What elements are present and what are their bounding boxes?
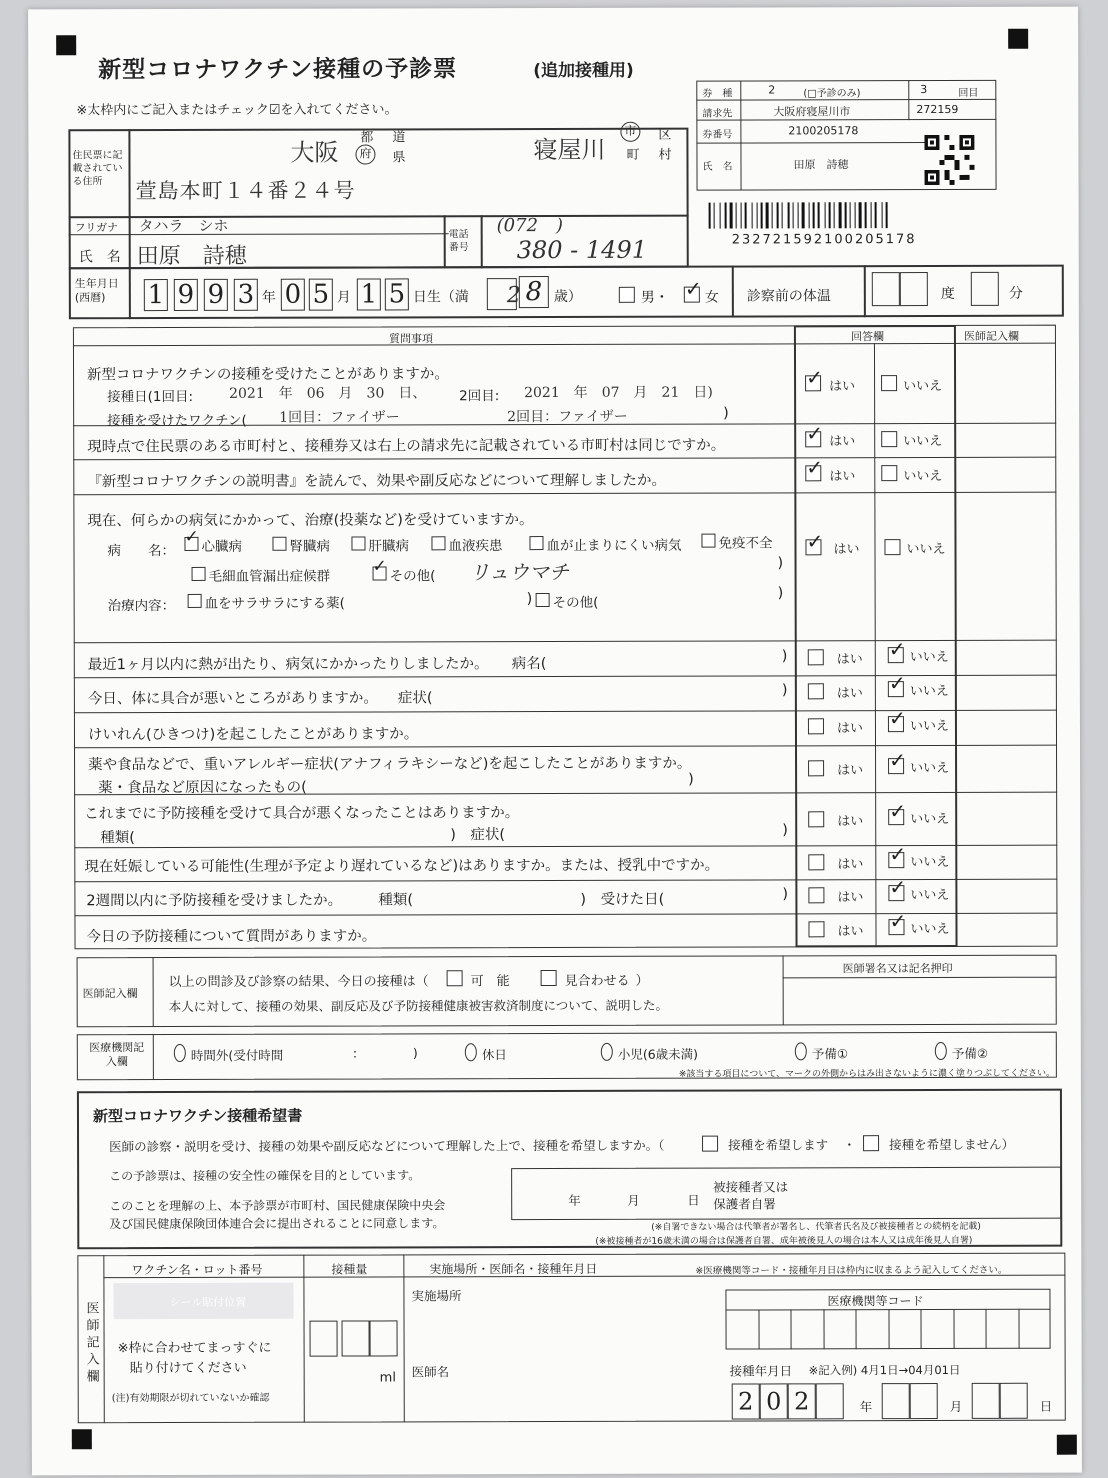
ticket-dose-suffix: 回目 <box>958 87 979 99</box>
barcode-bar <box>865 202 867 228</box>
phone-number: 380 - 1491 <box>516 235 648 265</box>
code-cell-divider <box>985 1309 986 1349</box>
treatment-blood-thinner-checkbox[interactable] <box>188 594 202 608</box>
birth-day-unit: 日生（満 <box>412 289 469 306</box>
col-question-header: 質問事項 <box>388 332 433 346</box>
code-cell-divider <box>823 1309 824 1349</box>
after-hours-colon: : <box>352 1045 358 1061</box>
disease-liver-checkbox[interactable] <box>351 536 365 550</box>
consent-separator: ・ <box>843 1137 856 1153</box>
birth-digit-2: 9 <box>174 279 198 311</box>
q11-yes-label: はい <box>837 890 864 906</box>
col-doctor-header: 医師記入欄 <box>963 329 1019 343</box>
child-label: 小児(6歳未満) <box>617 1046 699 1062</box>
registration-mark-top-right <box>1008 29 1028 49</box>
vac-year-unit: 年 <box>859 1399 873 1415</box>
consent-sign-line2: 保護者自署 <box>713 1196 776 1212</box>
registration-mark-bottom-left <box>72 1429 92 1449</box>
doctor-name-label: 医師名 <box>411 1364 450 1380</box>
barcode-bar <box>855 202 856 228</box>
vac-month-box-2[interactable] <box>910 1383 938 1419</box>
consent-yes-checkbox[interactable] <box>702 1136 718 1152</box>
disease-other-value: リュウマチ <box>469 559 569 585</box>
institution-code-cells <box>725 1309 1050 1350</box>
q8-yes-label: はい <box>837 763 864 779</box>
barcode-number: 232721592100205178 <box>731 232 917 248</box>
barcode-bar <box>882 202 883 228</box>
place-label: 実施場所 <box>411 1288 462 1304</box>
vac-month-unit: 月 <box>949 1398 963 1414</box>
q10-yes-checkbox[interactable] <box>808 854 824 870</box>
doctor-line1-close: ） <box>635 973 649 989</box>
q8-no-check-icon: ✓ <box>889 748 906 773</box>
q2-yes-label: はい <box>829 434 856 450</box>
sticker-note-2: 貼り付けてください <box>129 1360 247 1377</box>
barcode-bar <box>757 202 758 228</box>
furigana-label: フリガナ <box>74 221 119 235</box>
pref-suffix-to: 都 <box>360 130 374 146</box>
col-vaccine-lot: ワクチン名・ロット番号 <box>131 1262 263 1278</box>
address-city: 寝屋川 <box>533 135 606 165</box>
institution-code-label: 医療機関等コード <box>827 1294 924 1309</box>
address-label: 住民票に記載されている住所 <box>72 150 123 188</box>
fill-instruction: ※太枠内にご記入またはチェック☑を入れてください。 <box>76 102 398 119</box>
code-cell-divider <box>758 1309 759 1349</box>
q7-no-label: いいえ <box>909 718 949 735</box>
address-prefecture: 大阪 <box>290 138 339 167</box>
barcode-bar <box>730 203 733 229</box>
q12-yes-checkbox[interactable] <box>808 921 824 937</box>
disease-blood-label: 血液疾患 <box>448 538 503 555</box>
temp-label: 診察前の体温 <box>746 288 831 305</box>
vac-day-box-2[interactable] <box>1000 1383 1028 1419</box>
code-cell-divider <box>953 1309 954 1349</box>
treatment-other-label: その他( <box>552 594 599 612</box>
dose-unit: ml <box>379 1370 396 1386</box>
q4-yes-check-icon: ✓ <box>806 529 824 554</box>
vac-day-box-1[interactable] <box>972 1383 1000 1419</box>
vaccine-questionnaire-sheet <box>28 7 1082 1476</box>
barcode-bar <box>813 202 815 228</box>
reserve2-oval[interactable] <box>935 1042 947 1060</box>
city-suffix-mura: 村 <box>658 147 672 163</box>
q9-sub1: 種類( <box>100 830 135 847</box>
disease-immune-checkbox[interactable] <box>701 534 715 548</box>
q3-no-checkbox[interactable] <box>881 465 897 481</box>
doctor-possible-label: 可 能 <box>470 974 510 990</box>
barcode-bar <box>798 202 799 228</box>
q4-text: 現在、何らかの病気にかかって、治療(投薬など)を受けていますか。 <box>87 512 534 530</box>
q6-no-check-icon: ✓ <box>888 671 906 696</box>
disease-bleeding-label: 血が止まりにくい病気 <box>546 537 682 555</box>
q1-vaccine-suffix: ) <box>723 405 729 422</box>
q1-yes-label: はい <box>829 379 856 395</box>
q1-no-checkbox[interactable] <box>881 375 897 391</box>
q11-text: 2週間以内に予防接種を受けましたか。 <box>86 892 343 910</box>
qr-code-icon <box>924 135 974 185</box>
temp-box-1[interactable] <box>872 272 900 306</box>
reserve1-label: 予備① <box>811 1046 849 1062</box>
disease-kidney-label: 腎臓病 <box>289 538 331 555</box>
disease-blood-checkbox[interactable] <box>431 536 445 550</box>
q1-vaccine-prefix: 接種を受けたワクチン( <box>107 412 247 430</box>
q1-date-2: 2021 年 07 月 21 日) <box>524 384 713 402</box>
vac-year-digit-2: 0 <box>760 1383 788 1419</box>
ticket-dose-value: 3 <box>920 83 928 97</box>
col-place: 実施場所・医師名・接種年月日 <box>429 1261 598 1277</box>
disease-heart-label: 心臓病 <box>201 538 243 555</box>
q1-vaccine-2: 2回目：ファイザー <box>507 408 628 426</box>
sticker-label: シール貼付位置 <box>169 1295 247 1310</box>
form-subtitle: (追加接種用) <box>533 60 634 82</box>
child-oval[interactable] <box>601 1043 613 1061</box>
q3-text: 『新型コロナワクチンの説明書』を読んで、効果や副反応などについて理解しましたか。 <box>87 472 667 491</box>
q9-yes-label: はい <box>837 814 864 830</box>
barcode-bar <box>752 202 753 228</box>
doctor-postpone-label: 見合わせる <box>564 973 630 989</box>
institution-note: ※該当する項目について、マークの外側からはみ出さないように濃く塗りつぶしてください。 <box>678 1068 1056 1080</box>
birth-digit-7: 1 <box>357 278 381 310</box>
barcode-bar <box>886 202 888 228</box>
q2-yes-check-icon: ✓ <box>806 421 823 446</box>
barcode-bar <box>818 202 820 228</box>
disease-heart-check-icon: ✓ <box>184 526 199 547</box>
q12-no-check-icon: ✓ <box>889 909 907 934</box>
birth-year-unit: 年 <box>261 289 276 306</box>
disease-capillary-checkbox[interactable] <box>192 567 206 581</box>
disease-bleeding-checkbox[interactable] <box>529 536 543 550</box>
birth-month-unit: 月 <box>336 289 351 306</box>
holiday-oval[interactable] <box>465 1043 477 1061</box>
q5-yes-label: はい <box>836 652 863 668</box>
treatment-blood-thinner-close: ) <box>526 591 533 608</box>
age-handwritten-digit: 2 <box>506 283 521 309</box>
disease-immune-label: 免疫不全 <box>718 535 773 552</box>
consent-title: 新型コロナワクチン接種希望書 <box>92 1106 303 1126</box>
q7-text: けいれん(ひきつけ)を起こしたことがありますか。 <box>87 726 419 744</box>
barcode-bar <box>825 202 826 228</box>
disease-liver-label: 肝臓病 <box>368 538 410 555</box>
q7-yes-label: はい <box>836 721 864 737</box>
q7-no-check-icon: ✓ <box>888 706 906 731</box>
disease-other-close: ) <box>777 555 784 572</box>
barcode-bar <box>875 202 877 228</box>
consent-no-label: 接種を希望しません） <box>889 1136 1015 1153</box>
pref-suffix-fu-circled: 府 <box>355 144 375 164</box>
male-checkbox[interactable] <box>619 287 635 303</box>
treatment-other-close: ) <box>777 585 784 602</box>
barcode-bar <box>714 203 715 229</box>
disease-kidney-checkbox[interactable] <box>272 537 286 551</box>
birth-digit-4: 3 <box>234 279 258 311</box>
q6-yes-checkbox[interactable] <box>808 683 824 699</box>
dose-box-2[interactable] <box>342 1320 370 1356</box>
dose-box-1[interactable] <box>310 1321 338 1357</box>
vac-year-digit-1: 2 <box>732 1383 760 1419</box>
q3-yes-check-icon: ✓ <box>806 455 824 480</box>
q11-yes-checkbox[interactable] <box>808 887 824 903</box>
q8-sub: 薬・食品など原因になったもの( <box>98 779 307 797</box>
age-unit: 歳） <box>553 288 582 306</box>
temp-unit: 度 <box>940 285 955 302</box>
consent-note2: (※被接種者が16歳未満の場合は保護者自署、成年被後見人の場合は本人又は成年後見人自署) <box>595 1235 973 1247</box>
q11-no-check-icon: ✓ <box>889 875 907 900</box>
treatment-other-checkbox[interactable] <box>536 593 550 607</box>
barcode-icon <box>709 202 989 229</box>
claim-code: 272159 <box>916 102 959 117</box>
temp-box-2[interactable] <box>900 272 928 306</box>
consent-line1: 医師の診察・説明を受け、接種の効果や副反応などについて理解した上で、接種を希望しますか。（ <box>109 1137 665 1155</box>
code-cell-divider <box>1018 1309 1019 1349</box>
q5-no-check-icon: ✓ <box>888 637 906 662</box>
doctor-section-label: 医師記入欄 <box>82 987 138 1001</box>
doctor-possible-checkbox[interactable] <box>447 970 463 986</box>
q4-no-checkbox[interactable] <box>884 539 900 555</box>
q10-yes-label: はい <box>837 857 864 873</box>
barcode-bar <box>859 202 862 228</box>
ticket-type-value: 2 <box>768 83 776 97</box>
barcode-bar <box>788 202 790 228</box>
temp-box-3[interactable] <box>971 272 999 306</box>
q12-no-label: いいえ <box>910 921 950 938</box>
pref-suffix-do: 道 <box>392 130 406 146</box>
dose-box-3[interactable] <box>370 1320 398 1356</box>
q8-close: ) <box>688 771 694 788</box>
q2-text: 現時点で住民票のある市町村と、接種券又は右上の請求先に記載されている市町村は同じですか。 <box>87 437 726 456</box>
barcode-bar <box>766 202 769 228</box>
age-digit-2: 8 <box>519 276 549 308</box>
ticket-type-note: (□予診のみ) <box>803 88 861 100</box>
birth-label: 生年月日(西暦) <box>74 277 119 305</box>
q11-sub2: ) 受けた日( <box>580 891 665 908</box>
q6-no-label: いいえ <box>909 683 949 700</box>
q4-no-label: いいえ <box>906 541 946 558</box>
birth-digit-8: 5 <box>385 278 409 310</box>
q10-no-label: いいえ <box>910 854 950 871</box>
q1-vaccine-1: 1回目：ファイザー <box>279 409 400 426</box>
consent-date-month: 月 <box>627 1192 640 1208</box>
address-street: 萱島本町１４番２４号 <box>135 178 356 204</box>
treatment-blood-thinner-label: 血をサラサラにする薬( <box>204 595 345 612</box>
q8-text: 薬や食品などで、重いアレルギー症状(アナフィラキシーなど)を起こしたことがありますか。 <box>88 755 692 774</box>
q9-no-label: いいえ <box>910 811 950 828</box>
ticket-name-label: 氏 名 <box>702 161 733 173</box>
consent-line2: この予診票は、接種の安全性の確保を目的としています。 <box>109 1168 421 1184</box>
consent-line4: 及び国民健康保険団体連合会に提出されることに同意します。 <box>109 1216 445 1232</box>
vaccination-date-example: ※記入例) 4月1日→04月01日 <box>808 1362 961 1378</box>
barcode-bar <box>741 203 742 229</box>
consent-yes-label: 接種を希望します <box>728 1137 829 1153</box>
doctor-postpone-checkbox[interactable] <box>541 970 557 986</box>
vac-month-box-1[interactable] <box>882 1383 910 1419</box>
ticket-type-label: 券 種 <box>702 88 733 100</box>
vac-year-digit-4[interactable] <box>816 1383 844 1419</box>
q11-close: ) <box>782 886 789 903</box>
disease-other-check-icon: ✓ <box>372 556 387 577</box>
q8-yes-checkbox[interactable] <box>808 760 824 776</box>
treatment-label: 治療内容： <box>107 597 176 615</box>
col-note: ※医療機関等コード・接種年月日は枠内に収まるよう記入してください。 <box>695 1264 1008 1277</box>
q5-yes-checkbox[interactable] <box>808 649 824 665</box>
barcode-bar <box>829 202 831 228</box>
female-label: 女 <box>704 289 719 306</box>
q3-yes-label: はい <box>829 469 856 485</box>
q6-yes-label: はい <box>836 686 863 702</box>
barcode-bar <box>720 203 721 229</box>
barcode-bar <box>777 202 779 228</box>
q10-no-check-icon: ✓ <box>889 842 907 867</box>
q1-yes-check-icon: ✓ <box>806 365 823 390</box>
barcode-bar <box>761 202 763 228</box>
q2-no-label: いいえ <box>903 433 943 450</box>
city-suffix-machi: 町 <box>626 147 640 163</box>
q7-yes-checkbox[interactable] <box>808 718 824 734</box>
registration-mark-bottom-right <box>1057 1435 1077 1455</box>
consent-date-year: 年 <box>568 1192 581 1208</box>
male-label: 男・ <box>640 289 669 306</box>
col-dose: 接種量 <box>331 1262 368 1277</box>
furigana-value: タハラ シホ <box>138 216 229 236</box>
holiday-label: 休日 <box>481 1047 507 1063</box>
code-cell-divider <box>855 1309 856 1349</box>
birth-digit-1: 1 <box>144 279 168 311</box>
city-suffix-shi-circled: 市 <box>620 122 640 142</box>
barcode-bar <box>802 202 805 228</box>
female-check-icon: ✓ <box>684 276 702 301</box>
sticker-note-1: ※枠に合わせてまっすぐに <box>117 1340 272 1357</box>
barcode-bar <box>709 203 711 229</box>
name-value: 田原 詩穂 <box>136 243 247 270</box>
institution-label: 医療機関記入欄 <box>89 1041 145 1069</box>
code-cell-divider <box>790 1309 791 1349</box>
q9-text: これまでに予防接種を受けて具合が悪くなったことはありますか。 <box>84 805 520 823</box>
after-hours-close: ) <box>412 1045 418 1061</box>
after-hours-label: 時間外(受付時間 <box>190 1047 284 1063</box>
col-answer-header: 回答欄 <box>850 330 884 344</box>
barcode-bar <box>736 203 737 229</box>
reserve1-oval[interactable] <box>795 1042 807 1060</box>
q5-sub: 病名( <box>511 656 547 673</box>
barcode-bar <box>745 202 747 228</box>
q9-no-check-icon: ✓ <box>889 799 906 824</box>
barcode-bar <box>725 203 727 229</box>
barcode-bar <box>871 202 872 228</box>
q9-yes-checkbox[interactable] <box>808 811 824 827</box>
phone-area: (072 ) <box>496 214 564 237</box>
q1-dates-prefix: 接種日(1回目: <box>107 388 194 406</box>
disease-capillary-label: 毛細血管漏出症候群 <box>208 568 331 585</box>
q10-text: 現在妊娠している可能性(生理が予定より遅れているなど)はありますか。または、授乳中ですか。 <box>84 857 720 876</box>
q9-sub2: ) 症状( <box>450 827 506 844</box>
ticket-number-label: 券番号 <box>702 129 733 141</box>
name-label: 氏 名 <box>78 249 121 266</box>
bottom-side-label: 医師記入欄 <box>83 1301 99 1387</box>
consent-note1: (※自署できない場合は代筆者が署名し、代筆者氏名及び被接種者との続柄を記載) <box>651 1221 981 1233</box>
doctor-line1: 以上の問診及び診察の結果、今日の接種は（ <box>168 974 429 991</box>
q12-text: 今日の予防接種について質問がありますか。 <box>86 928 377 946</box>
q6-close: ) <box>781 682 788 699</box>
barcode-bar <box>782 202 783 228</box>
pref-suffix-ken: 県 <box>392 150 406 166</box>
reserve2-label: 予備② <box>951 1045 989 1061</box>
barcode-bar <box>793 202 794 228</box>
barcode-bar <box>772 202 773 228</box>
q1-dates-mid: 2回目: <box>459 388 500 405</box>
q5-close: ) <box>781 648 788 665</box>
after-hours-oval[interactable] <box>174 1044 186 1062</box>
barcode-bar <box>850 202 851 228</box>
q4-yes-label: はい <box>833 542 860 558</box>
q3-no-label: いいえ <box>903 468 943 485</box>
consent-sign-line1: 被接種者又は <box>713 1179 789 1195</box>
consent-line3: このことを理解の上、本予診票が市町村、国民健康保険中央会 <box>109 1198 446 1214</box>
birth-digit-3: 9 <box>204 279 228 311</box>
phone-label: 電話番号 <box>448 229 469 254</box>
q4-disease-label: 病 名： <box>107 542 176 560</box>
q1-no-label: いいえ <box>903 378 943 395</box>
registration-mark-top-left <box>56 35 76 55</box>
birth-digit-5: 0 <box>281 279 305 311</box>
q11-no-label: いいえ <box>910 887 950 904</box>
form-title: 新型コロナワクチン接種の予診票 <box>98 56 458 84</box>
claim-value: 大阪府寝屋川市 <box>773 105 851 119</box>
code-cell-divider <box>888 1309 889 1349</box>
city-suffix-ku: 区 <box>658 127 672 143</box>
consent-date-day: 日 <box>687 1192 700 1208</box>
q6-text: 今日、体に具合が悪いところがありますか。 <box>87 690 378 708</box>
q11-sub1: 種類( <box>378 892 414 909</box>
q5-text: 最近1ヶ月以内に熱が出たり、病気にかかったりしましたか。 <box>87 656 489 674</box>
barcode-bar <box>809 202 810 228</box>
temp-minute-unit: 分 <box>1008 285 1023 302</box>
q6-sub: 症状( <box>397 690 433 707</box>
q9-close: ) <box>782 822 788 839</box>
vaccination-date-label: 接種年月日 <box>729 1363 793 1379</box>
q1-date-1: 2021 年 06 月 30 日、 <box>229 385 427 402</box>
doctor-line2: 本人に対して、接種の効果、副反応及び予防接種健康被害救済制度について、説明した。 <box>168 997 668 1015</box>
barcode-bar <box>834 202 835 228</box>
ticket-name-value: 田原 詩穂 <box>793 158 849 172</box>
vac-day-unit: 日 <box>1039 1398 1053 1414</box>
q5-no-label: いいえ <box>909 649 949 666</box>
disease-other-label: その他( <box>389 568 436 585</box>
q2-no-checkbox[interactable] <box>881 431 897 447</box>
ticket-number-value: 2100205178 <box>788 124 859 138</box>
claim-label: 請求先 <box>702 108 733 120</box>
vac-year-digit-3: 2 <box>788 1383 816 1419</box>
q1-text: 新型コロナワクチンの接種を受けたことがありますか。 <box>87 366 449 384</box>
sticker-note-3: (注)有効期限が切れていないか確認 <box>111 1392 270 1405</box>
barcode-bar <box>845 202 847 228</box>
code-cell-divider <box>920 1309 921 1349</box>
q12-yes-label: はい <box>837 924 864 940</box>
birth-digit-6: 5 <box>309 279 333 311</box>
doctor-sign-label: 医師署名又は記名押印 <box>842 961 953 976</box>
q8-no-label: いいえ <box>910 760 950 777</box>
consent-no-checkbox[interactable] <box>863 1135 879 1151</box>
barcode-bar <box>839 202 842 228</box>
